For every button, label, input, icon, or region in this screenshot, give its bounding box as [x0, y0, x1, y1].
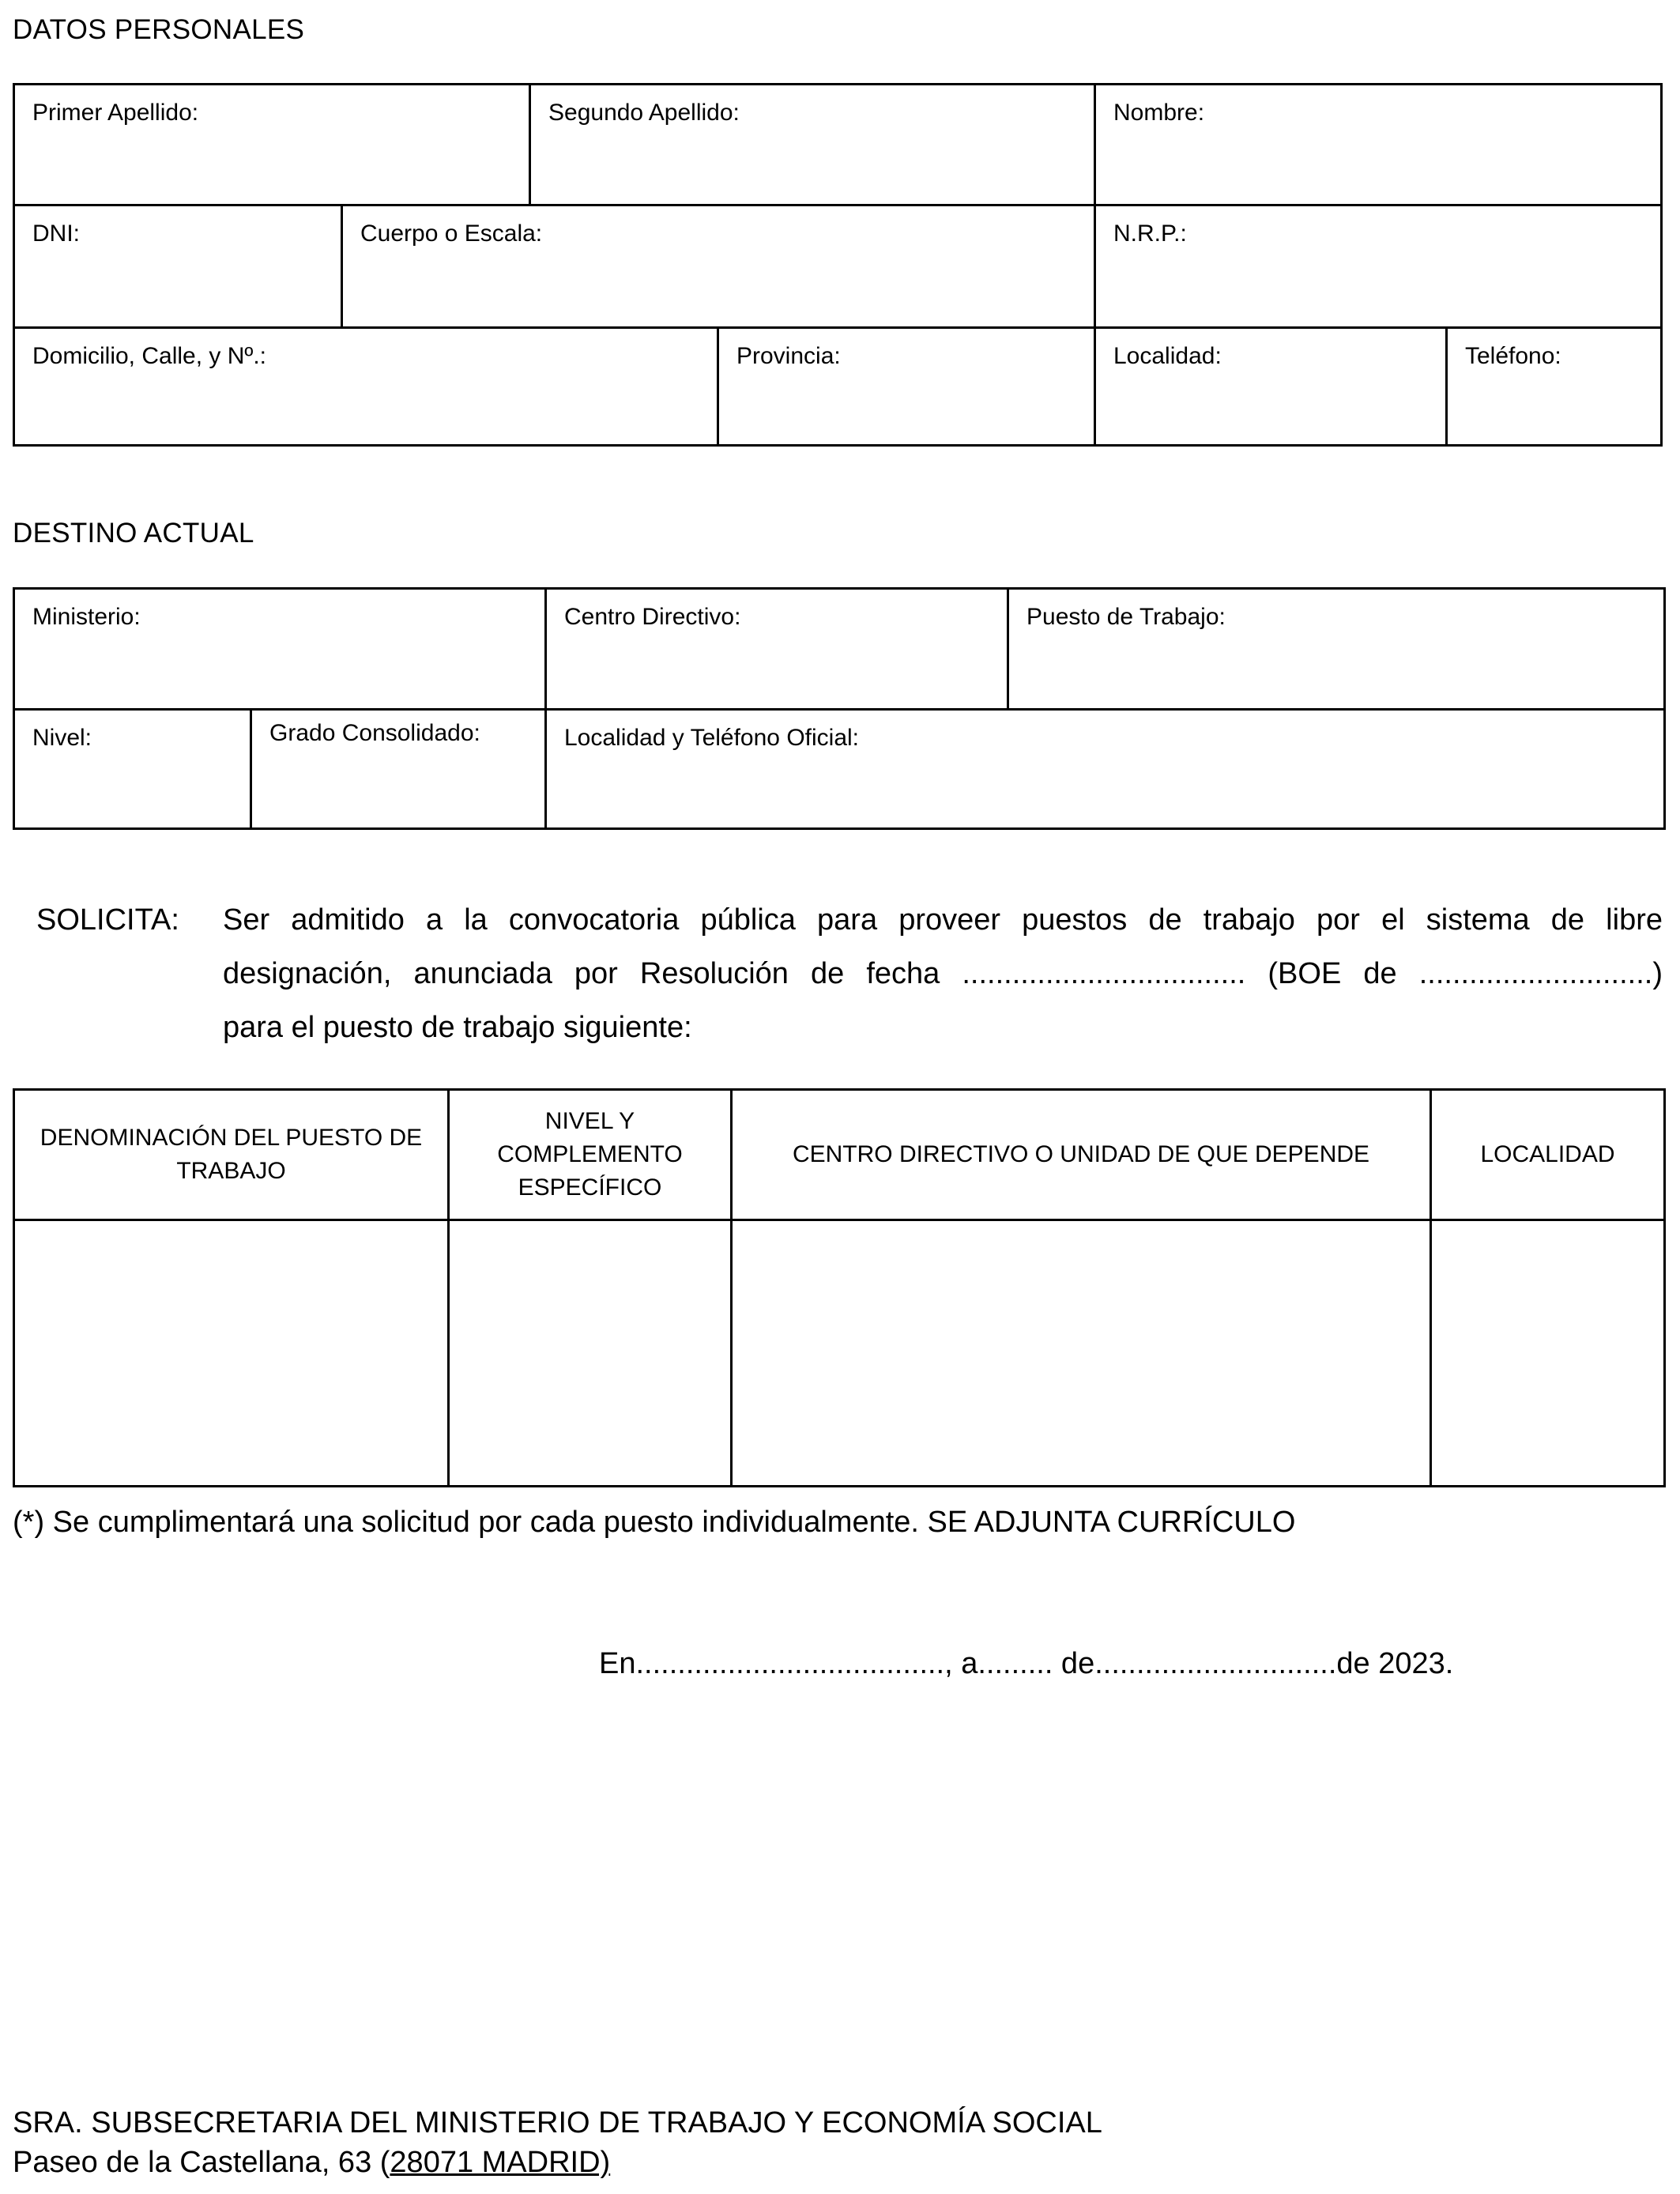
field-label: Grado Consolidado: — [269, 720, 480, 746]
cell-denominacion[interactable] — [15, 1221, 447, 1485]
date-line: En....................................., a......... de.............................de 2023. — [599, 1647, 1454, 1680]
field-puesto-trabajo[interactable] — [1009, 590, 1663, 708]
field-cuerpo-escala[interactable] — [343, 206, 1094, 326]
field-telefono[interactable] — [1448, 329, 1660, 444]
field-label: Cuerpo o Escala: — [360, 221, 543, 247]
solicita-line-2: designación, anunciada por Resolución de fecha .................................. (BOE de ............................) — [223, 957, 1663, 990]
field-label: Segundo Apellido: — [548, 100, 740, 126]
note-text: (*) Se cumplimentará una solicitud por cada puesto individualmente. SE ADJUNTA CURRÍCULO — [13, 1506, 1296, 1539]
destino-table — [13, 587, 1666, 830]
col-header-nivel-complemento: NIVEL Y COMPLEMENTO ESPECÍFICO — [497, 1108, 683, 1201]
field-segundo-apellido[interactable] — [531, 85, 1094, 204]
field-label: DNI: — [32, 221, 80, 247]
field-nivel[interactable] — [15, 711, 250, 827]
field-label: Primer Apellido: — [32, 100, 199, 126]
col-header-denominacion: DENOMINACIÓN DEL PUESTO DE TRABAJO — [40, 1125, 423, 1184]
col-header-localidad: LOCALIDAD — [1480, 1141, 1615, 1167]
field-label: N.R.P.: — [1113, 221, 1187, 247]
field-ministerio[interactable] — [15, 590, 544, 708]
field-label: Provincia: — [736, 343, 841, 369]
field-label: Localidad: — [1113, 343, 1222, 369]
section-title-datos-personales: DATOS PERSONALES — [13, 14, 305, 45]
field-label: Localidad y Teléfono Oficial: — [564, 725, 860, 751]
field-nrp[interactable] — [1096, 206, 1660, 326]
solicita-line-1: Ser admitido a la convocatoria pública para proveer puestos de trabajo por el sistema de libre — [223, 903, 1663, 937]
cell-nivel-complemento[interactable] — [450, 1221, 730, 1485]
cell-centro-directivo[interactable] — [733, 1221, 1430, 1485]
field-label: Domicilio, Calle, y Nº.: — [32, 343, 267, 369]
footer-address — [13, 2146, 610, 2180]
col-header-centro-directivo: CENTRO DIRECTIVO O UNIDAD DE QUE DEPENDE — [792, 1141, 1370, 1167]
address-street: Paseo de la Castellana, 63 ( — [13, 2146, 390, 2179]
field-localidad[interactable] — [1096, 329, 1445, 444]
field-label: Puesto de Trabajo: — [1026, 604, 1226, 630]
field-label: Nombre: — [1113, 100, 1205, 126]
solicita-label: SOLICITA: — [36, 903, 179, 937]
field-centro-directivo[interactable] — [547, 590, 1007, 708]
field-primer-apellido[interactable] — [15, 85, 529, 204]
field-nombre[interactable] — [1096, 85, 1660, 204]
puesto-table — [13, 1088, 1666, 1487]
field-label: Teléfono: — [1465, 343, 1561, 369]
field-domicilio[interactable] — [15, 329, 717, 444]
section-title-destino-actual: DESTINO ACTUAL — [13, 518, 254, 548]
cell-localidad[interactable] — [1432, 1221, 1663, 1485]
field-provincia[interactable] — [719, 329, 1094, 444]
footer-recipient: SRA. SUBSECRETARIA DEL MINISTERIO DE TRABAJO Y ECONOMÍA SOCIAL — [13, 2106, 1102, 2139]
address-postal: 28071 MADRID) — [390, 2146, 611, 2179]
field-label: Nivel: — [32, 725, 92, 751]
field-label: Centro Directivo: — [564, 604, 741, 630]
field-grado-consolidado[interactable] — [252, 711, 544, 827]
field-localidad-telefono-oficial[interactable] — [547, 711, 1663, 827]
personal-data-table — [13, 83, 1663, 447]
field-label: Ministerio: — [32, 604, 141, 630]
field-dni[interactable] — [15, 206, 341, 326]
solicita-line-3: para el puesto de trabajo siguiente: — [223, 1011, 692, 1044]
